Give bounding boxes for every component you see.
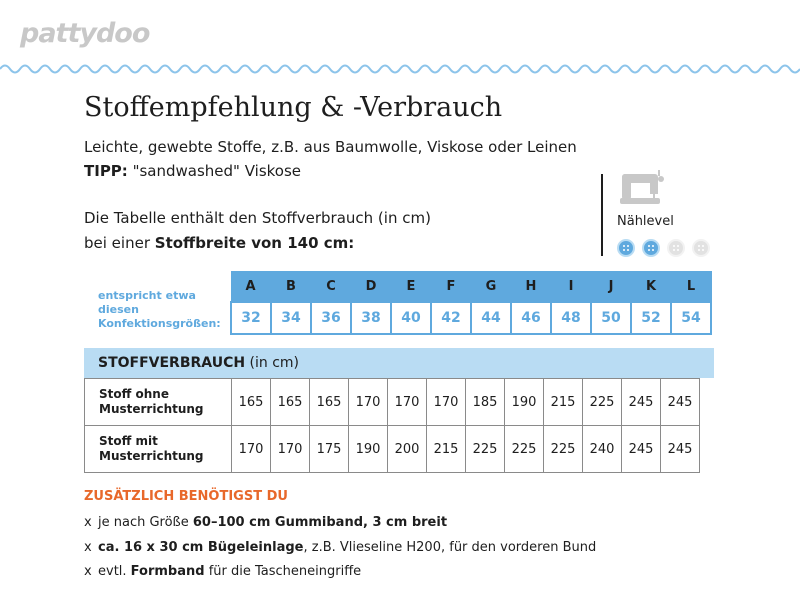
item-text: , z.B. Vlieseline H200, für den vorderen Bund — [303, 540, 597, 555]
extras-title: ZUSÄTZLICH BENÖTIGST DU — [84, 489, 288, 504]
usage-cell: 245 — [661, 426, 700, 473]
item-bold: 60–100 cm Gummiband, 3 cm breit — [192, 515, 448, 530]
size-number-row — [231, 302, 711, 334]
list-item — [84, 515, 447, 530]
item-text: je nach Größe — [98, 515, 193, 530]
usage-cell: 170 — [427, 379, 466, 426]
size-label: B — [271, 271, 311, 302]
size-number: 38 — [351, 302, 391, 334]
size-label: F — [431, 271, 471, 302]
row-label-line: Musterrichtung — [99, 402, 204, 416]
level-button-icon — [642, 239, 660, 257]
size-note: entspricht etwa diesen Konfektionsgrößen: — [98, 289, 221, 330]
list-item — [84, 540, 596, 555]
row-label — [85, 379, 232, 426]
list-item — [84, 564, 361, 579]
wave-divider — [0, 60, 800, 78]
usage-cell: 245 — [622, 426, 661, 473]
size-number: 52 — [631, 302, 671, 334]
level-button-icon — [667, 239, 685, 257]
usage-cell: 215 — [544, 379, 583, 426]
usage-cell: 165 — [232, 379, 271, 426]
level-label: Nählevel — [617, 214, 674, 229]
sewing-machine-icon — [618, 168, 666, 208]
row-label-line: Stoff ohne — [99, 387, 169, 401]
table-row — [85, 426, 700, 473]
usage-cell: 190 — [505, 379, 544, 426]
usage-cell: 240 — [583, 426, 622, 473]
bullet: x — [84, 515, 92, 530]
item-text: für die Tascheneingriffe — [204, 564, 362, 579]
usage-table — [84, 378, 700, 473]
size-number: 54 — [671, 302, 711, 334]
bullet: x — [84, 564, 92, 579]
size-number: 42 — [431, 302, 471, 334]
usage-cell: 170 — [232, 426, 271, 473]
fabric-width-note — [84, 233, 354, 253]
size-label: L — [671, 271, 711, 302]
size-label: K — [631, 271, 671, 302]
fabric-width-note-text: bei einer — [84, 234, 155, 252]
row-label — [85, 426, 232, 473]
item-bold: Formband — [130, 564, 205, 579]
size-number: 36 — [311, 302, 351, 334]
usage-unit: (in cm) — [249, 355, 299, 371]
item-bold: ca. 16 x 30 cm Bügeleinlage — [98, 540, 304, 555]
bullet: x — [84, 540, 92, 555]
usage-cell: 170 — [271, 426, 310, 473]
size-number: 32 — [231, 302, 271, 334]
usage-cell: 225 — [505, 426, 544, 473]
usage-title: STOFFVERBRAUCH — [98, 355, 246, 371]
size-label: E — [391, 271, 431, 302]
usage-cell: 170 — [388, 379, 427, 426]
fabric-recommendation: Leichte, gewebte Stoffe, z.B. aus Baumwolle, Viskose oder Leinen — [84, 138, 577, 156]
size-label: I — [551, 271, 591, 302]
usage-cell: 225 — [466, 426, 505, 473]
row-label-line: Stoff mit — [99, 434, 158, 448]
size-number: 34 — [271, 302, 311, 334]
usage-cell: 170 — [349, 379, 388, 426]
size-label-row — [231, 271, 711, 302]
size-label: A — [231, 271, 271, 302]
pattydoo-logo: pattydoo — [20, 18, 150, 49]
size-number: 48 — [551, 302, 591, 334]
size-number: 46 — [511, 302, 551, 334]
usage-cell: 165 — [271, 379, 310, 426]
size-label: J — [591, 271, 631, 302]
fabric-width-value: Stoffbreite von 140 cm: — [154, 234, 355, 252]
size-table — [230, 271, 712, 335]
level-button-icon — [692, 239, 710, 257]
size-label: G — [471, 271, 511, 302]
usage-cell: 185 — [466, 379, 505, 426]
usage-cell: 200 — [388, 426, 427, 473]
table-note: Die Tabelle enthält den Stoffverbrauch (in cm) — [84, 209, 431, 227]
usage-header — [84, 348, 714, 378]
size-number: 40 — [391, 302, 431, 334]
usage-cell: 245 — [661, 379, 700, 426]
usage-cell: 215 — [427, 426, 466, 473]
level-divider — [601, 174, 603, 256]
table-row — [85, 379, 700, 426]
item-text: evtl. — [98, 564, 131, 579]
level-indicator — [617, 239, 710, 257]
page-title: Stoffempfehlung & -Verbrauch — [84, 92, 503, 123]
usage-cell: 245 — [622, 379, 661, 426]
usage-cell: 175 — [310, 426, 349, 473]
level-button-icon — [617, 239, 635, 257]
tip-label: TIPP: — [84, 162, 128, 180]
usage-cell: 225 — [544, 426, 583, 473]
size-label: D — [351, 271, 391, 302]
tip-line — [84, 161, 301, 181]
size-number: 50 — [591, 302, 631, 334]
row-label-line: Musterrichtung — [99, 449, 204, 463]
usage-cell: 165 — [310, 379, 349, 426]
size-label: H — [511, 271, 551, 302]
size-label: C — [311, 271, 351, 302]
usage-cell: 190 — [349, 426, 388, 473]
size-number: 44 — [471, 302, 511, 334]
usage-cell: 225 — [583, 379, 622, 426]
tip-text: "sandwashed" Viskose — [127, 162, 302, 180]
